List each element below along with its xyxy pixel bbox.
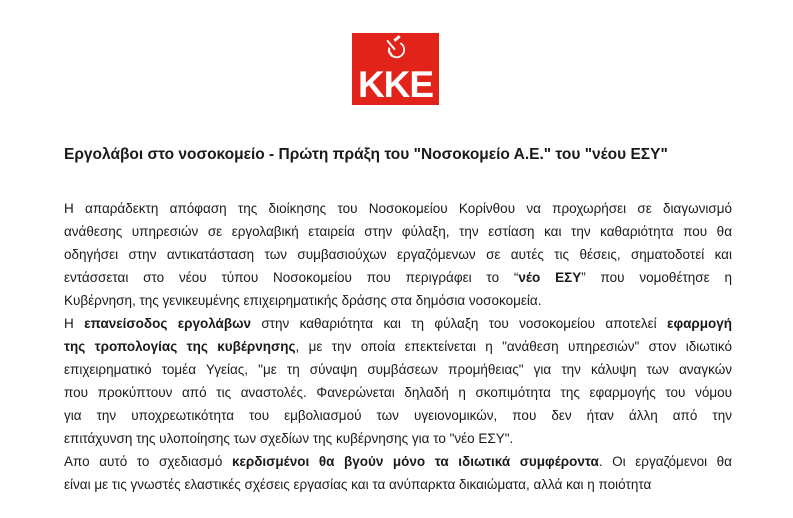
paragraph [64,450,732,496]
text-run: Η [64,316,85,331]
bold-text: επανείσοδος εργολάβων [84,316,252,331]
text-line [64,473,732,496]
text-run: ” που νομοθέτησε η [581,270,732,285]
bold-text: της τροπολογίας της κυβέρνησης [64,339,296,354]
text-run: , με την οποία επεκτείνεται η "ανάθεση υπηρεσιών" στον ιδιωτικό [295,339,732,354]
text-line [64,404,732,427]
text-line [64,381,732,404]
text-line [64,427,732,450]
text-run: Η απαράδεκτη απόφαση της διοίκησης του Νοσοκομείου Κορίνθου να προχωρήσει σε διαγωνισμό [64,201,732,216]
article-body [64,197,732,496]
text-run: είναι με τις γνωστές ελαστικές σχέσεις εργασίας και τα ανύπαρκτα δικαιώματα, αλλά και η ποιότητα [64,477,652,492]
text-line [64,358,732,381]
text-run: εντάσσεται στο νέου τύπου Νοσοκομείου που περιγράφει το “ [64,270,519,285]
text-line [64,197,732,220]
text-line [64,312,732,335]
text-run: επιχειρηματικό τομέα Υγείας, "με τη σύναψη συμβάσεων προμήθειας" για την κάλυψη των αναγκών [64,362,732,377]
text-run: ανάθεσης υπηρεσιών σε εργολαβική εταιρεία στην φύλαξη, την εστίαση και την καθαριότητα που θα [64,224,732,239]
text-line [64,450,732,473]
text-line [64,266,732,289]
article-title: Εργολάβοι στο νοσοκομείο - Πρώτη πράξη του "Νοσοκομείο Α.Ε." του "νέου ΕΣΥ" [64,146,668,163]
bold-text: κερδισμένοι θα βγούν μόνο τα ιδιωτικά συμφέροντα [231,454,599,469]
text-run: στην καθαριότητα και τη φύλαξη του νοσοκομείου αποτελεί [251,316,668,331]
text-run: Απο αυτό το σχεδιασμό [64,454,232,469]
text-run: οδηγήσει στην αντικατάσταση των συμβασιούχων εργαζόμενων σε αυτές τις θέσεις, σηματοδοτεί και [64,247,732,262]
text-run: που προκύπτουν από τις αναστολές. Φανερώνεται δηλαδή η σκοπιμότητα της εφαρμογής του νόμου [64,385,732,400]
text-run: επιτάχυνση της υλοποίησης των σχεδίων της κυβέρνησης για το "νέο ΕΣΥ". [64,431,514,446]
text-line [64,220,732,243]
logo-text: ΚΚΕ [357,64,434,105]
kke-logo [352,33,439,105]
paragraph [64,197,732,312]
text-run: . Οι εργαζόμενοι θα [598,454,732,469]
paragraph [64,312,732,450]
bold-text: εφαρμογή [667,316,733,331]
bold-text: νέο ΕΣΥ [518,270,582,285]
text-run: Κυβέρνηση, της γενικευμένης επιχειρηματικής δράσης στα δημόσια νοσοκομεία. [64,293,542,308]
kke-logo-graphic [352,33,439,105]
text-line [64,289,732,312]
hammer-and-sickle-icon [386,35,405,58]
text-line [64,335,732,358]
text-run: για την υποχρεωτικότητα του εμβολιασμού των υγειονομικών, που δεν ήταν άλλη από την [64,408,732,423]
text-line [64,243,732,266]
